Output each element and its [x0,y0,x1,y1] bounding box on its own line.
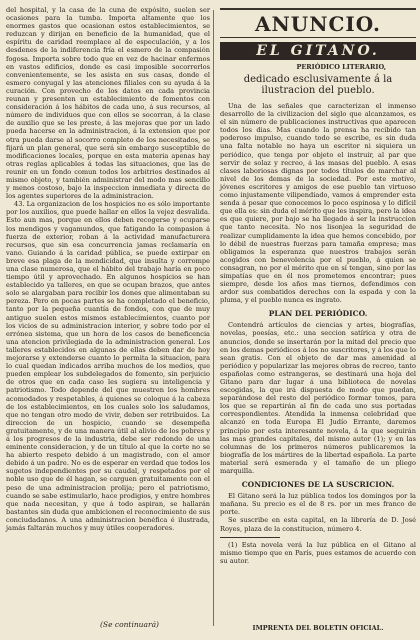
left-paragraph-2: 43. La organizacion de los hospicios no es sólo importante por los auxilios, que puede hallar en ellos la vejez desvalida. Esto aun mas, porque en ellos deben recogerse y ocuparse los mendigos y vagamundos, que fatigando la compasion á fuerza de exterior, roban á la actividad manufacturera recursos, que sin esa concurrencia jamas reclamaría en vano. Guiando á la caridad pública, se puede extirpar en breve esa plaga de la mendicidad, que insulta y corrompe una clase numerosa, que el hábito del trabajo haría en poco tiempo útil y aprovechado. En algunos hospicios se han establecido ya talleres, en que se ocupan brazos, que antes solo se alargaban para recibir los dones que alimentaban su pereza. Pero en pocas partes se ha completado el beneficio, tanto por la pequeña cuantía de fondos, con que de muy antiguo suelen estos mismos establecimientos, cuanto por los vicios de su administracion interior, y sobre todo por el errónea sistema, que un hora de los casos de beneficencia una atencion privilegiada de la administracion general. Los talleres establecidos en algunas de ellas deben dar de hoy mejorarse y extenderse cuanto lo permita la situacion, para lo cual quedan indicados arriba muchos de los medios, que pueden emplear los subdelegados de fomento, sin perjuicio de otros que en cada caso les sugiera su inteligencia y patriotismo. Todo depende del que muestren los hombres acomodados y respetables, á quienes se coloque á la cabeza de los establecimientos, en los cuales solo los saludamos, que no tengan otro modo de vivir, deben ser retribuidos. La direccion de un hospicio, cuando se desempeña gratuitamente, y de una manera útil al alivio de los pobres y á los progresos de la industria, debe ser redondo de una eminente consideracion, y de un título al que la corte no se ha abierto respeto debido á un magistrado, con el amor debido á un padre. No es de esperar en verdad que todos los sugetos independientes por su caudal, y respetados por el noble uso que de él hagan, se carguen gratuitamente con el peso de una administracion prolija; pero el patriotismo, cuando se sabe estimularlo, hace prodigios, y entre hombres que nada necesitan, y que á todo aspiran, se hallarán bastantes sin duda que ambicionen el reconocimiento de sus conciudadanos. A una administracion benéfica é ilustrada, jamás faltarán muchos y muy útiles cooperadores. [6,200,210,532]
announcement-title: ANUNCIO. [254,12,381,36]
conditions-paragraph-2: Se suscribe en esta capital, en la librería de D. José Royes, plaza de la constitucion, número 4. [220,516,416,533]
title-rule [220,37,416,38]
top-rule [220,8,416,10]
gitano-banner: EL GITANO. [220,42,416,60]
conditions-paragraph: El Gitano será la luz pública todos los domingos por la mañana. Su precio es el de 8 rs. por un mes franco de porte. [220,492,416,517]
printer-footer: IMPRENTA DEL BOLETIN OFICIAL. [252,624,384,632]
subtitle: PERIÓDICO LITERARIO, [296,63,386,71]
left-paragraph-1: del hospital, y la casa de la cuna de expósito, suelen ser ocasiones para la tumba. Importa altamente que los enormes gastos que ocasionan estos establecimientos, se reduzcan y dirijan en beneficio de la humanidad, que el espíritu de caridad reemplace al de especulación, y a los desdenes de la indiferencia fría el esmero de la compasión fogosa. Importa sobre todo que en vez de hacinar enfermos en vastos edificios, donde es casi imposible socorrerlos convenientemente, se les asista en sus casas, donde el esmero conyugal y las atenciones filiales con su ayuda á la curación. Con provecho de los datos en cada provincia reunan y presenten un establecimiento de fomentos con consideración á los hábitos de cada uno, á sus recursos, al número de individuos que con ellos se socorran, á la clase de auxilio que se les preste, á las mejoras que por un lado pueda hacerse en la administracion, á la extension que por otra pueda darse al socorro completo de los necesitados, se fijará un plan general, que será sin embargo susceptible de modificaciones locales, porque en esta materia apenas hay otras reglas aplicables á todas las situaciones, que las de reunir en un fondo comun todos los arbitrios destinados al mismo objeto, y también administrar del modo mas sencillo y menos costoso, bajo la inspeccion inmediata y directa de los agentes superiores de la administracion. [6,6,210,201]
column-divider [213,10,214,626]
footnote: (1) Esta novela verá la luz pública en el Gitano al mismo tiempo que en París, pues estamos de acuerdo con su autor. [220,540,416,565]
plan-paragraph: Contendrá artículos de ciencias y artes, biografías, novelas, poesías, etc.: una seccion satírica y otra de anuncios, donde se insertarán por la mitad del precio que en los demas periódicos á los no suscritores, y á los que lo sean gratis. Con el objeto de dar mas amenidad al periódico y popularizar las mejores obras de recreo, tanto españolas como estrangeras, se destinará una hoja del Gitano para dar lugar á una biblioteca de novelas escogidas, la que irá dispuesta de modo que puedan, separándose del resto del periódico formar tomos, para los que se repartirán al fin de cada uno sus portadas correspondientes. Atendida la inmensa celebridad que alcanzó en toda Europa El Judío Errante, daremos principio por esta interesante novela, á la que seguirán las mas grandes capitales, del mismo autor (1); y en las columnas de los primeros números publicaremos la biografía de los mártires de la libertad española. La parte material será esmerada y el tamaño de un pliego marquilla. [220,321,416,476]
right-column [220,6,416,565]
plan-title: PLAN DEL PERIÓDICO. [268,309,368,319]
conditions-title: CONDICIONES DE LA SUSCRICION. [241,480,395,490]
intro-paragraph: Una de las señales que caracterizan el inmenso desarrollo de la civilizacion del siglo que alcanzamos, es el sin número de publicaciones instructivas que aparecen todos los dias. Mas cuando la prensa ha recibido tan poderoso impulso, cuando todo se escribe, es sin duda una falta notable no haya un escritor ni siquiera un periódico, que tenga por objeto el instruir, al par que servir de solaz y recreo, á las masas del pueblo. A esas clases laboriosas dignas por todos títulos de marchar al nivel de los demas de la sociedad. Por este motivo, jóvenes escritores y amigos de ese pueblo tan virtuoso como injustamente vilipendiado, vamos á emprender esta senda á pesar que conocemos lo poco espinosa y lo difícil que ella es: sin duda el mérito que les inspira, pero la idea es que quiere, por bajo se ha llegado á ser la instruccion que tanto necesita. No nos lisonjea la seguridad de realizar cumplidamente la idea que hemos concebido, por lo débil de nuestras fuerzas para tamaña empresa; mas obligamos la esperanza que nuestros trabajos serán acogidos con benevolencia por el pueblo, á quien se consagran, no por el mérito que en sí tengan, sino por las simpatías que en él nos prometemos encontrar; pues siempre, desde los años mas tiernos, defendimos con ardor sus combatidos derechos con la espada y con la pluma, y el pueblo nunca es ingrato. [220,102,416,305]
left-column [6,6,210,532]
note-rule [220,537,280,538]
continued-note: (Se continuará) [100,620,159,629]
dedication: dedicado esclusivamente á la ilustracion del pueblo. [243,74,393,96]
